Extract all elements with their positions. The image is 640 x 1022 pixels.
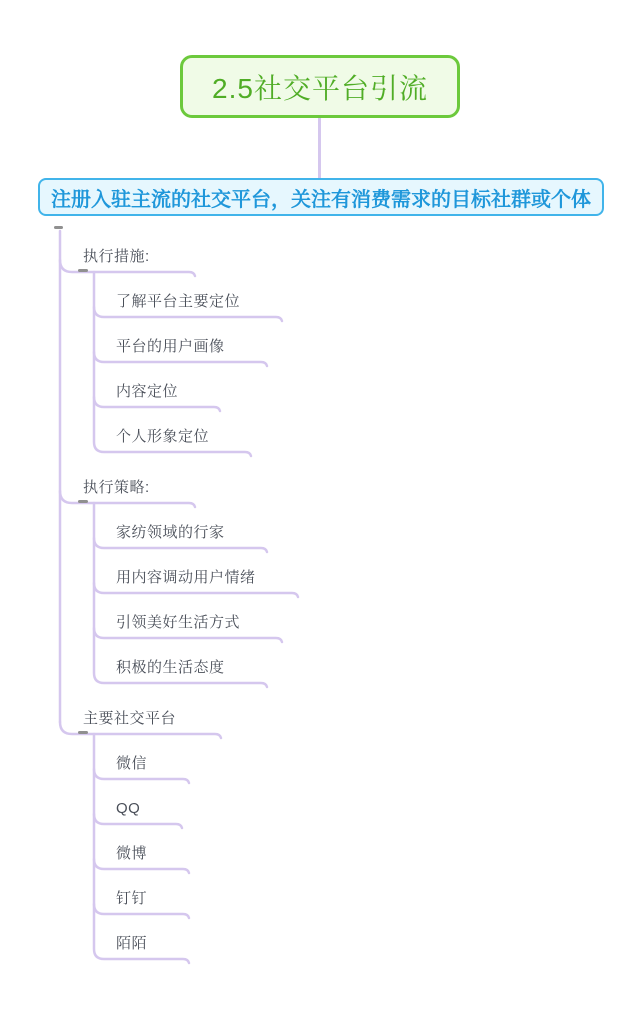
subtitle-topic-label: 注册入驻主流的社交平台，关注有消费需求的目标社群或个体 [51,188,591,211]
branch-node-label[interactable]: 主要社交平台 [83,710,177,727]
root-connector-line [318,118,321,178]
child-node-label[interactable]: 家纺领域的行家 [116,524,225,541]
collapse-toggle-branch minus-dash-icon[interactable] [78,500,88,503]
subtitle-topic-node[interactable] [38,178,604,216]
collapse-toggle-branch minus-dash-icon[interactable] [78,731,88,734]
child-node-label[interactable]: 微信 [116,755,148,772]
child-node-label[interactable]: 钉钉 [116,890,148,907]
child-node-label[interactable]: 陌陌 [116,935,148,952]
child-node-label[interactable]: 了解平台主要定位 [116,293,241,310]
collapse-toggle-root minus-dash-icon[interactable] [54,226,63,229]
branch-node-label[interactable]: 执行措施: [83,248,150,265]
child-node-label[interactable]: 内容定位 [116,383,179,400]
child-node-label[interactable]: 积极的生活态度 [116,659,225,676]
child-node-label[interactable]: 引领美好生活方式 [116,614,241,631]
child-node-label[interactable]: 微博 [116,845,148,862]
root-topic-label: 2.5社交平台引流 [212,72,428,104]
collapse-toggle-branch minus-dash-icon[interactable] [78,269,88,272]
child-node-label[interactable]: QQ [116,800,141,817]
child-node-label[interactable]: 用内容调动用户情绪 [116,569,256,586]
root-topic-node[interactable] [180,55,460,118]
branch-node-label[interactable]: 执行策略: [83,479,150,496]
child-node-label[interactable]: 平台的用户画像 [116,338,225,355]
child-node-label[interactable]: 个人形象定位 [116,428,210,445]
